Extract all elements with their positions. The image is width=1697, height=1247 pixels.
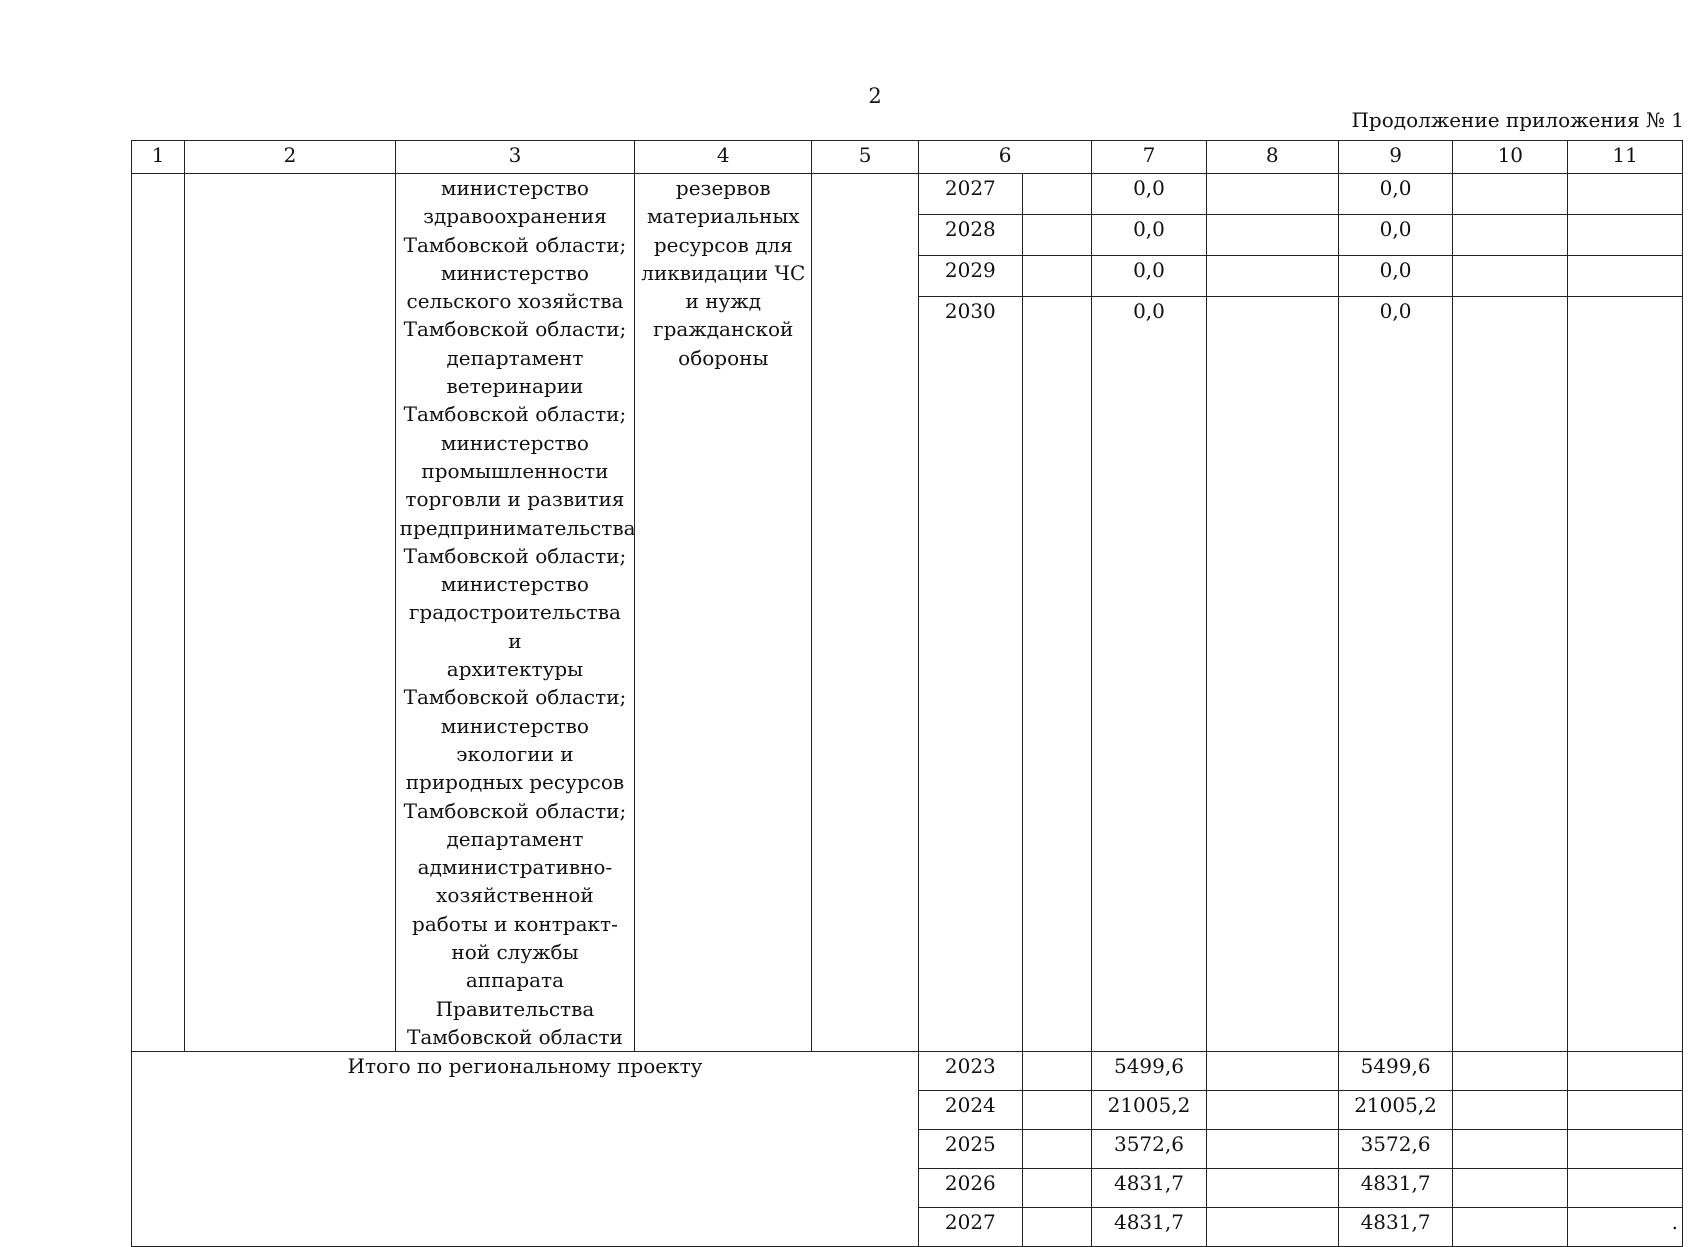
purpose-text: резервов материальных ресурсов для ликвидации ЧС и нужд гражданской обороны <box>635 174 812 1052</box>
appendix-table <box>131 140 1683 1247</box>
empty-cell <box>1206 1091 1338 1130</box>
value-col9: 5499,6 <box>1338 1052 1453 1091</box>
trailing-mark: . <box>1568 1208 1683 1247</box>
empty-cell <box>1022 255 1091 296</box>
empty-cell <box>1453 296 1568 1051</box>
value-col9: 0,0 <box>1338 174 1453 215</box>
year-cell: 2023 <box>919 1052 1023 1091</box>
empty-cell <box>1568 1169 1683 1208</box>
empty-cell <box>1022 1169 1091 1208</box>
empty-cell <box>1453 1091 1568 1130</box>
year-cell: 2028 <box>919 214 1023 255</box>
empty-cell <box>1206 255 1338 296</box>
empty-cell <box>1453 255 1568 296</box>
header-cell: 7 <box>1092 141 1207 174</box>
header-cell: 3 <box>395 141 635 174</box>
value-col7: 0,0 <box>1092 174 1207 215</box>
empty-cell <box>1022 174 1091 215</box>
empty-cell <box>1206 1130 1338 1169</box>
header-cell: 8 <box>1206 141 1338 174</box>
header-cell: 5 <box>812 141 919 174</box>
value-col9: 21005,2 <box>1338 1091 1453 1130</box>
value-col9: 4831,7 <box>1338 1208 1453 1247</box>
value-col9: 0,0 <box>1338 296 1453 1051</box>
value-col9: 0,0 <box>1338 214 1453 255</box>
total-label: Итого по региональному проекту <box>132 1052 919 1247</box>
value-col7: 21005,2 <box>1092 1091 1207 1130</box>
empty-cell <box>1453 214 1568 255</box>
empty-cell <box>1022 214 1091 255</box>
value-col9: 4831,7 <box>1338 1169 1453 1208</box>
empty-cell <box>1022 1208 1091 1247</box>
empty-cell <box>1206 214 1338 255</box>
value-col7: 0,0 <box>1092 296 1207 1051</box>
empty-cell <box>1206 174 1338 215</box>
value-col9: 3572,6 <box>1338 1130 1453 1169</box>
empty-cell <box>1568 174 1683 215</box>
empty-cell <box>1453 1052 1568 1091</box>
empty-cell <box>1568 296 1683 1051</box>
empty-cell <box>1453 1208 1568 1247</box>
year-cell: 2027 <box>919 1208 1023 1247</box>
empty-cell <box>1568 1130 1683 1169</box>
header-cell: 9 <box>1338 141 1453 174</box>
header-cell: 4 <box>635 141 812 174</box>
empty-cell <box>1453 174 1568 215</box>
value-col7: 5499,6 <box>1092 1052 1207 1091</box>
year-cell: 2029 <box>919 255 1023 296</box>
value-col7: 0,0 <box>1092 214 1207 255</box>
col2-cell <box>185 174 395 1052</box>
responsible-executors: министерство здравоохранения Тамбовской области; министерство сельского хозяйства Тамбовской области; департамент ветеринарии Тамбовской области; министерство промышленности торговли и развития предпринимательства Тамбовской области; министерство градостроительства и архитектуры Тамбовской области; министерство экологии и природных ресурсов Тамбовской области; департамент административно- хозяйственной работы и контракт- ной службы аппарата Правительства Тамбовской области <box>395 174 635 1052</box>
continuation-label: Продолжение приложения № 1 <box>1351 108 1684 132</box>
value-col7: 0,0 <box>1092 255 1207 296</box>
empty-cell <box>1022 1091 1091 1130</box>
page-number: 2 <box>868 84 882 108</box>
empty-cell <box>1568 255 1683 296</box>
value-col7: 4831,7 <box>1092 1208 1207 1247</box>
total-row <box>132 1052 1683 1091</box>
year-cell: 2027 <box>919 174 1023 215</box>
header-row <box>132 141 1683 174</box>
col5-cell <box>812 174 919 1052</box>
header-cell: 6 <box>919 141 1092 174</box>
empty-cell <box>1022 1130 1091 1169</box>
empty-cell <box>1206 296 1338 1051</box>
year-cell: 2024 <box>919 1091 1023 1130</box>
empty-cell <box>1022 1052 1091 1091</box>
empty-cell <box>1568 1091 1683 1130</box>
header-cell: 10 <box>1453 141 1568 174</box>
table-row <box>132 174 1683 215</box>
empty-cell <box>1568 214 1683 255</box>
header-cell: 1 <box>132 141 185 174</box>
year-cell: 2030 <box>919 296 1023 1051</box>
empty-cell <box>1206 1052 1338 1091</box>
year-cell: 2025 <box>919 1130 1023 1169</box>
value-col9: 0,0 <box>1338 255 1453 296</box>
year-cell: 2026 <box>919 1169 1023 1208</box>
empty-cell <box>1453 1130 1568 1169</box>
empty-cell <box>1453 1169 1568 1208</box>
empty-cell <box>1022 296 1091 1051</box>
col1-cell <box>132 174 185 1052</box>
header-cell: 11 <box>1568 141 1683 174</box>
empty-cell <box>1206 1208 1338 1247</box>
empty-cell <box>1206 1169 1338 1208</box>
header-cell: 2 <box>185 141 395 174</box>
value-col7: 3572,6 <box>1092 1130 1207 1169</box>
value-col7: 4831,7 <box>1092 1169 1207 1208</box>
empty-cell <box>1568 1052 1683 1091</box>
